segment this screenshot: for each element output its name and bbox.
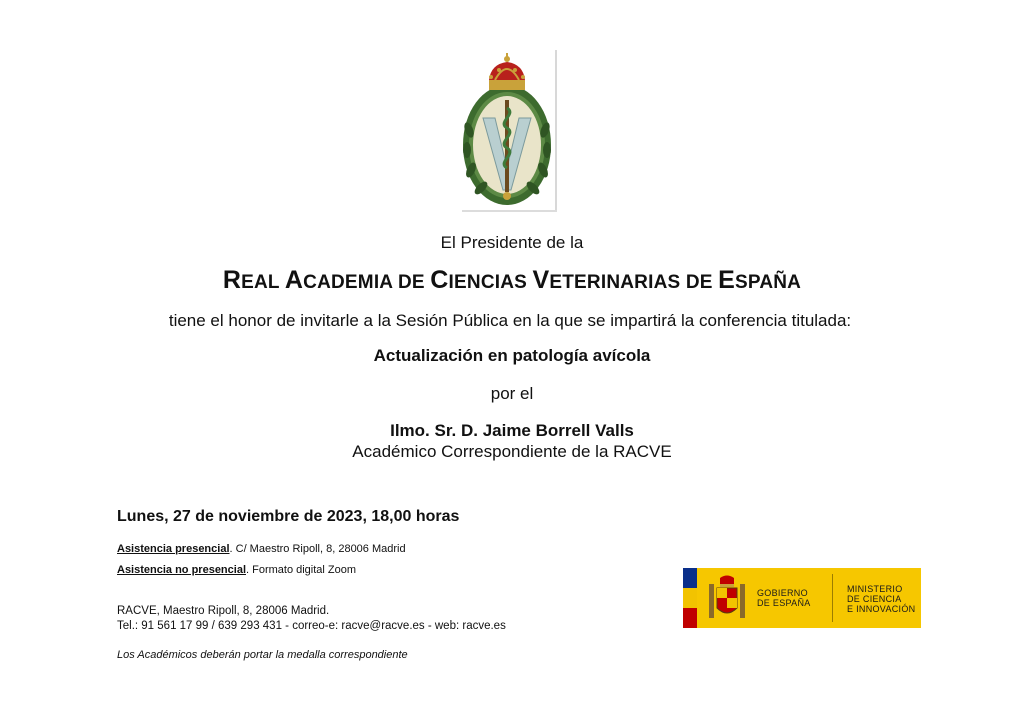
academy-cap: E: [718, 266, 735, 294]
attendance-remote: [117, 564, 356, 576]
academy-rest: CADEMIA DE: [303, 272, 431, 293]
gov-line: DE ESPAÑA: [757, 598, 811, 608]
footer-contact: Tel.: 91 561 17 99 / 639 293 431 - correo-e: racve@racve.es - web: racve.es: [117, 620, 506, 632]
gov-text-ministerio: [847, 584, 915, 614]
attendance-in-person: [117, 543, 406, 555]
academy-rest: EAL: [241, 272, 285, 293]
invite-text: tiene el honor de invitarle a la Sesión Pública en la que se impartirá la conferencia titulada:: [168, 311, 852, 330]
attendance-remote-value: . Formato digital Zoom: [246, 564, 357, 576]
gov-line: GOBIERNO: [757, 588, 808, 598]
spain-flag-stripe: [683, 568, 697, 628]
academy-cap: C: [430, 266, 449, 294]
crest-frame-bottom: [462, 210, 557, 212]
event-date: Lunes, 27 de noviembre de 2023, 18,00 horas: [117, 508, 460, 525]
gobierno-ministerio-logo: [683, 568, 921, 628]
por-text: por el: [490, 384, 534, 403]
academy-crest-logo: [455, 50, 560, 212]
academy-cap: A: [284, 266, 304, 294]
academy-cap: R: [222, 266, 242, 294]
conference-title: Actualización en patología avícola: [373, 346, 651, 365]
gov-logo-panel: [697, 568, 921, 628]
gov-logo-divider: [832, 574, 833, 622]
gov-line: E INNOVACIÓN: [847, 604, 916, 614]
academy-rest: SPAÑA: [735, 272, 802, 293]
attendance-remote-label: Asistencia no presencial: [117, 564, 246, 576]
gov-text-gobierno: [757, 588, 811, 608]
academy-cap: V: [532, 266, 550, 294]
academy-rest: ETERINARIAS DE: [549, 272, 719, 293]
academy-name: [0, 266, 1024, 295]
academy-rest: IENCIAS: [448, 272, 533, 293]
footer-note: Los Académicos deberán portar la medalla correspondiente: [117, 649, 408, 661]
crest-frame-edge: [555, 50, 557, 212]
coat-of-arms-icon: [707, 574, 747, 622]
attendance-in-person-label: Asistencia presencial: [117, 543, 230, 555]
gov-line: MINISTERIO: [847, 584, 903, 594]
speaker-role: Académico Correspondiente de la RACVE: [352, 442, 672, 461]
speaker-name: Ilmo. Sr. D. Jaime Borrell Valls: [390, 421, 634, 440]
footer-address: RACVE, Maestro Ripoll, 8, 28006 Madrid.: [117, 605, 330, 617]
intro-text: El Presidente de la: [440, 233, 584, 252]
attendance-in-person-value: . C/ Maestro Ripoll, 8, 28006 Madrid: [229, 543, 406, 555]
gov-line: DE CIENCIA: [847, 594, 902, 604]
